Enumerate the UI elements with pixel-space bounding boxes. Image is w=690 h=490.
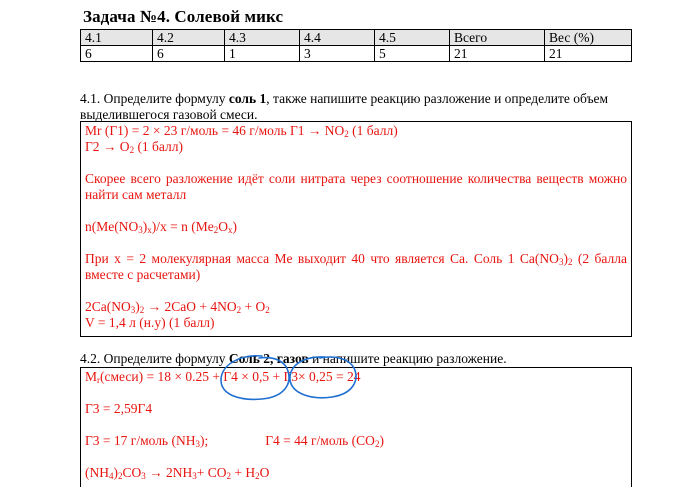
spacer bbox=[85, 385, 627, 401]
text: При x = 2 молекулярная масса Me выходит 40 что является Ca. Соль 1 Ca(NO bbox=[85, 251, 559, 266]
score-value-cell: 6 bbox=[81, 46, 153, 62]
score-value-cell: 5 bbox=[375, 46, 450, 62]
text: Г2 → O bbox=[85, 139, 130, 154]
spacer bbox=[85, 155, 627, 171]
text: Г4 = 44 г/моль (CO bbox=[265, 433, 375, 448]
score-header-cell: Всего bbox=[450, 30, 545, 46]
text: O bbox=[218, 219, 228, 234]
question-4-2-bold: Соль 2, газов bbox=[228, 351, 309, 366]
subscript: x bbox=[147, 225, 152, 235]
subscript: 2 bbox=[567, 257, 573, 267]
score-table-header-row bbox=[81, 30, 632, 46]
subscript: 2 bbox=[374, 439, 380, 449]
subscript: 3 bbox=[141, 471, 146, 481]
text: → 2CaO + 4NO bbox=[144, 299, 237, 314]
answer-reaction-decomposition bbox=[85, 299, 627, 315]
subscript: r bbox=[97, 375, 101, 385]
subscript: 4 bbox=[109, 471, 114, 481]
text: (2 балла вместе с расчетами) bbox=[85, 251, 627, 282]
score-value-cell: 21 bbox=[450, 46, 545, 62]
score-value-cell: 6 bbox=[153, 46, 225, 62]
score-header-cell: 4.3 bbox=[225, 30, 300, 46]
text: ) bbox=[142, 219, 148, 234]
score-header-cell: 4.2 bbox=[153, 30, 225, 46]
subscript: 3 bbox=[138, 225, 143, 235]
subscript: 2 bbox=[226, 471, 232, 481]
text: Г3 = 17 г/моль (NH bbox=[85, 433, 196, 448]
subscript: 2 bbox=[265, 305, 270, 315]
subscript: 2 bbox=[236, 305, 242, 315]
answer-line-g1 bbox=[85, 123, 627, 139]
answer-volume: V = 1,4 л (н.у) (1 балл) bbox=[85, 315, 215, 330]
text: (NH bbox=[85, 465, 109, 480]
subscript: 3 bbox=[558, 257, 564, 267]
score-table bbox=[80, 29, 632, 62]
subscript: 3 bbox=[192, 471, 197, 481]
question-4-2-prefix: 4.2. Определите формулу bbox=[80, 351, 229, 366]
spacer bbox=[85, 417, 627, 433]
score-header-cell: Вес (%) bbox=[545, 30, 632, 46]
text: ) bbox=[379, 433, 384, 448]
answer-g3-ratio: Г3 = 2,59Г4 bbox=[85, 401, 153, 416]
text: Mr (Г1) = 2 × 23 г/моль = 46 г/моль Г1 → NO bbox=[85, 123, 345, 138]
answer-box-4-2 bbox=[80, 367, 632, 487]
spacer bbox=[85, 235, 627, 251]
subscript: 2 bbox=[213, 225, 219, 235]
text: n(Me(NO bbox=[85, 219, 139, 234]
score-value-cell: 3 bbox=[300, 46, 375, 62]
answer-formula-ratio bbox=[85, 219, 627, 235]
text: ) bbox=[135, 299, 140, 314]
page-title: Задача №4. Солевой микс bbox=[83, 7, 284, 26]
subscript: 2 bbox=[129, 145, 135, 155]
spacer bbox=[85, 449, 627, 465]
text: + O bbox=[241, 299, 266, 314]
text: ) bbox=[563, 251, 568, 266]
spacer bbox=[85, 203, 627, 219]
answer-paragraph-nitrate: Скорее всего разложение идёт соли нитрата через соотношение количества веществ можно найти сам металл bbox=[85, 171, 627, 202]
subscript: 2 bbox=[344, 129, 349, 139]
answer-paragraph-calcium bbox=[85, 251, 627, 283]
text: CO bbox=[122, 465, 142, 480]
question-4-1-suffix: , также напишите реакцию разложение и определите объем выделившегося газовой смеси. bbox=[80, 91, 609, 122]
question-4-2 bbox=[80, 351, 640, 367]
subscript: 3 bbox=[195, 439, 200, 449]
text: + H bbox=[231, 465, 256, 480]
answer-line-g2 bbox=[85, 139, 627, 155]
subscript: 2 bbox=[118, 471, 123, 481]
text: ); bbox=[199, 433, 209, 448]
spacer bbox=[85, 283, 627, 299]
subscript: x bbox=[227, 225, 233, 235]
answer-reaction-ammonium-carbonate bbox=[85, 465, 627, 481]
score-value-cell: 21 bbox=[545, 46, 632, 62]
text: (1 балл) bbox=[348, 123, 398, 138]
text: ) bbox=[232, 219, 237, 234]
text: → 2NH bbox=[145, 465, 193, 480]
subscript: 2 bbox=[139, 305, 145, 315]
score-header-cell: 4.1 bbox=[81, 30, 153, 46]
subscript: 3 bbox=[130, 305, 136, 315]
text: 2Ca(NO bbox=[85, 299, 131, 314]
score-table-value-row bbox=[81, 46, 632, 62]
text: + CO bbox=[196, 465, 227, 480]
text: M bbox=[85, 369, 98, 384]
text: (смеси) = 18 × 0.25 + Г4 × 0,5 + Г3× 0,25 = 24 bbox=[100, 369, 361, 384]
text: ) bbox=[113, 465, 118, 480]
answer-gas-identities bbox=[85, 433, 627, 449]
text: O bbox=[259, 465, 270, 480]
text: )/x = n (Me bbox=[151, 219, 214, 234]
question-4-1-bold: соль 1 bbox=[228, 91, 267, 106]
score-header-cell: 4.4 bbox=[300, 30, 375, 46]
question-4-1 bbox=[80, 91, 640, 123]
score-header-cell: 4.5 bbox=[375, 30, 450, 46]
text: (1 балл) bbox=[134, 139, 184, 154]
answer-molar-mass-mixture bbox=[85, 369, 627, 385]
answer-box-4-1 bbox=[80, 121, 632, 337]
question-4-1-prefix: 4.1. Определите формулу bbox=[80, 91, 229, 106]
question-4-2-suffix: и напишите реакцию разложение. bbox=[308, 351, 507, 366]
subscript: 2 bbox=[255, 471, 260, 481]
score-value-cell: 1 bbox=[225, 46, 300, 62]
